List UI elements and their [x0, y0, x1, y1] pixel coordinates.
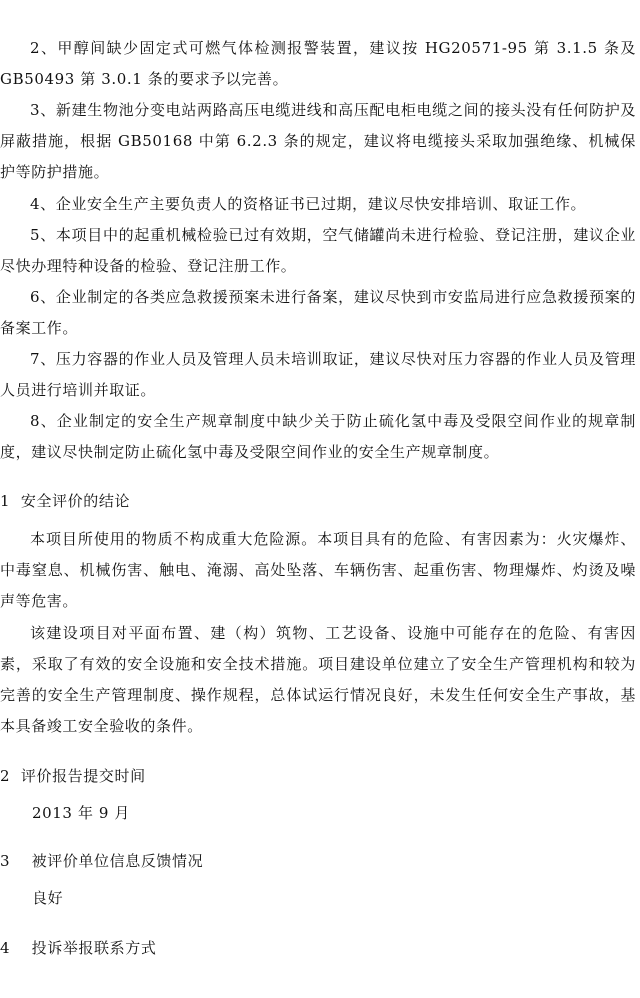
- submission-date: 2013 年 9 月: [32, 804, 131, 822]
- recommendation-item-4: 4、企业安全生产主要负责人的资格证书已过期，建议尽快安排培训、取证工作。: [30, 195, 587, 213]
- recommendation-item-3: 3、新建生物池分变电站两路高压电缆进线和高压配电柜电缆之间的接头没有任何防护及屏蔽措施，根据 GB50168 中第 6.2.3 条的规定，建议将电缆接头采取加强绝缘、机械保护等防护措施。: [0, 101, 636, 181]
- conclusion-paragraph-hazards: 本项目所使用的物质不构成重大危险源。本项目具有的危险、有害因素为：火灾爆炸、中毒窒息、机械伤害、触电、淹溺、高处坠落、车辆伤害、起重伤害、物理爆炸、灼烫及噪声等危害。: [0, 530, 636, 610]
- recommendation-item-7: 7、压力容器的作业人员及管理人员未培训取证，建议尽快对压力容器的作业人员及管理人员进行培训并取证。: [0, 350, 636, 399]
- section-heading-conclusion: 1 安全评价的结论: [0, 492, 131, 510]
- recommendation-item-8: 8、企业制定的安全生产规章制度中缺少关于防止硫化氢中毒及受限空间作业的规章制度，建议尽快制定防止硫化氢中毒及受限空间作业的安全生产规章制度。: [0, 412, 636, 461]
- recommendation-item-5: 5、本项目中的起重机械检验已过有效期，空气储罐尚未进行检验、登记注册，建议企业尽快办理特种设备的检验、登记注册工作。: [0, 226, 636, 275]
- section-heading-submission-time: 2 评价报告提交时间: [0, 767, 146, 785]
- recommendation-item-2: 2、甲醇间缺少固定式可燃气体检测报警装置，建议按 HG20571-95 第 3.1.5 条及GB50493 第 3.0.1 条的要求予以完善。: [0, 39, 636, 88]
- section-heading-feedback: 3 被评价单位信息反馈情况: [0, 852, 204, 870]
- conclusion-paragraph-measures: 该建设项目对平面布置、建（构）筑物、工艺设备、设施中可能存在的危险、有害因素，采取了有效的安全设施和安全技术措施。项目建设单位建立了安全生产管理机构和较为完善的安全生产管理制度、操作规程，总体试运行情况良好，未发生任何安全生产事故，基本具备竣工安全验收的条件。: [0, 624, 636, 735]
- section-heading-complaint-contact: 4 投诉举报联系方式: [0, 939, 157, 957]
- recommendation-item-6: 6、企业制定的各类应急救援预案未进行备案，建议尽快到市安监局进行应急救援预案的备案工作。: [0, 288, 636, 337]
- feedback-value: 良好: [32, 889, 64, 907]
